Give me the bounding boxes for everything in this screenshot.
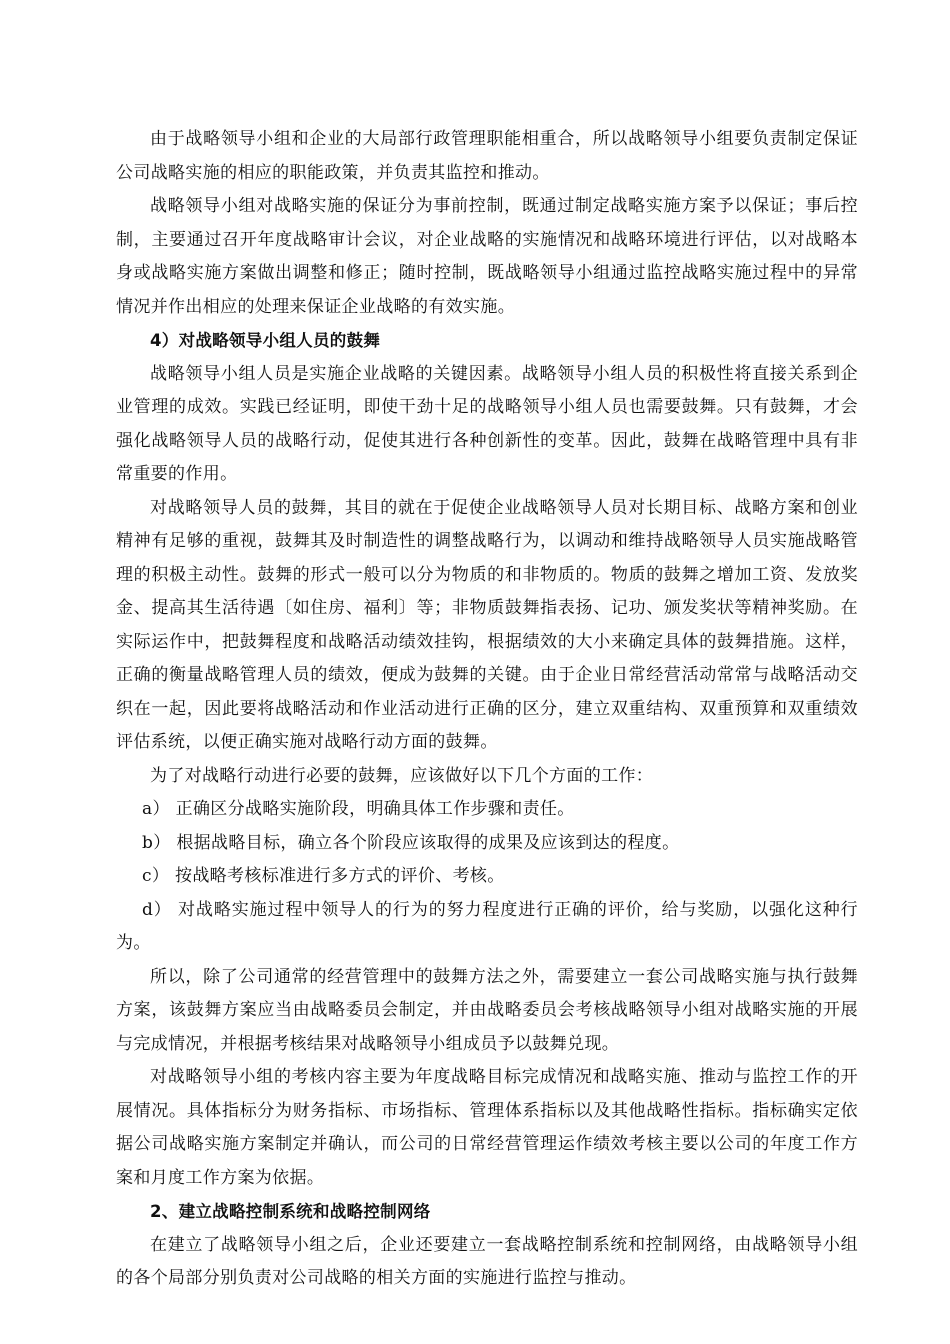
paragraph-leadership-functions: 由于战略领导小组和企业的大局部行政管理职能相重合，所以战略领导小组要负责制定保证公司战略实施的相应的职能政策，并负责其监控和推动。 [116, 129, 858, 183]
heading-4-encouragement: 4）对战略领导小组人员的鼓舞 [150, 331, 381, 350]
document-body [116, 123, 858, 1296]
paragraph-encouragement-plan: 所以，除了公司通常的经营管理中的鼓舞方法之外，需要建立一套公司战略实施与执行鼓舞方案，该鼓舞方案应当由战略委员会制定，并由战略委员会考核战略领导小组对战略实施的开展与完成情况，并根据考核结果对战略领导小组成员予以鼓舞兑现。 [116, 966, 858, 1054]
paragraph-work-aspects: 为了对战略行动进行必要的鼓舞，应该做好以下几个方面的工作： [150, 765, 654, 786]
paragraph-key-factor: 战略领导小组人员是实施企业战略的关键因素。战略领导小组人员的积极性将直接关系到企业管理的成效。实践已经证明，即使干劲十足的战略领导小组人员也需要鼓舞。只有鼓舞，才会强化战略领导人员的战略行动，促使其进行各种创新性的变革。因此，鼓舞在战略管理中具有非常重要的作用。 [116, 363, 858, 484]
list-item-d: d） 对战略实施过程中领导人的行为的努力程度进行正确的评价，给与奖励，以强化这种行为。 [116, 899, 858, 953]
list-item-a: a） 正确区分战略实施阶段，明确具体工作步骤和责任。 [142, 799, 575, 819]
paragraph-control-network: 在建立了战略领导小组之后，企业还要建立一套战略控制系统和控制网络，由战略领导小组的各个局部分别负责对公司战略的相关方面的实施进行监控与推动。 [116, 1234, 858, 1288]
paragraph-assessment-content: 对战略领导小组的考核内容主要为年度战略目标完成情况和战略实施、推动与监控工作的开展情况。具体指标分为财务指标、市场指标、管理体系指标以及其他战略性指标。指标确实定依据公司战略实施方案制定并确认，而公司的日常经营管理运作绩效考核主要以公司的年度工作方案和月度工作方案为依据。 [116, 1067, 858, 1188]
heading-2-control-system: 2、建立战略控制系统和战略控制网络 [150, 1202, 431, 1221]
list-item-c: c） 按战略考核标准进行多方式的评价、考核。 [142, 866, 505, 886]
list-item-b: b） 根据战略目标，确立各个阶段应该取得的成果及应该到达的程度。 [142, 832, 680, 853]
paragraph-control-guarantee: 战略领导小组对战略实施的保证分为事前控制，既通过制定战略实施方案予以保证；事后控制，主要通过召开年度战略审计会议，对企业战略的实施情况和战略环境进行评估，以对战略本身或战略实施方案做出调整和修正；随时控制，既战略领导小组通过监控战略实施过程中的异常情况并作出相应的处理来保证企业战略的有效实施。 [116, 196, 858, 317]
paragraph-encouragement-purpose: 对战略领导人员的鼓舞，其目的就在于促使企业战略领导人员对长期目标、战略方案和创业精神有足够的重视，鼓舞其及时制造性的调整战略行为，以调动和维持战略领导人员实施战略管理的积极主动性。鼓舞的形式一般可以分为物质的和非物质的。物质的鼓舞之增加工资、发放奖金、提高其生活待遇〔如住房、福利〕等；非物质鼓舞指表扬、记功、颁发奖状等精神奖励。在实际运作中，把鼓舞程度和战略活动绩效挂钩，根据绩效的大小来确定具体的鼓舞措施。这样，正确的衡量战略管理人员的绩效，便成为鼓舞的关键。由于企业日常经营活动常常与战略活动交织在一起，因此要将战略活动和作业活动进行正确的区分，建立双重结构、双重预算和双重绩效评估系统，以便正确实施对战略行动方面的鼓舞。 [116, 497, 858, 752]
